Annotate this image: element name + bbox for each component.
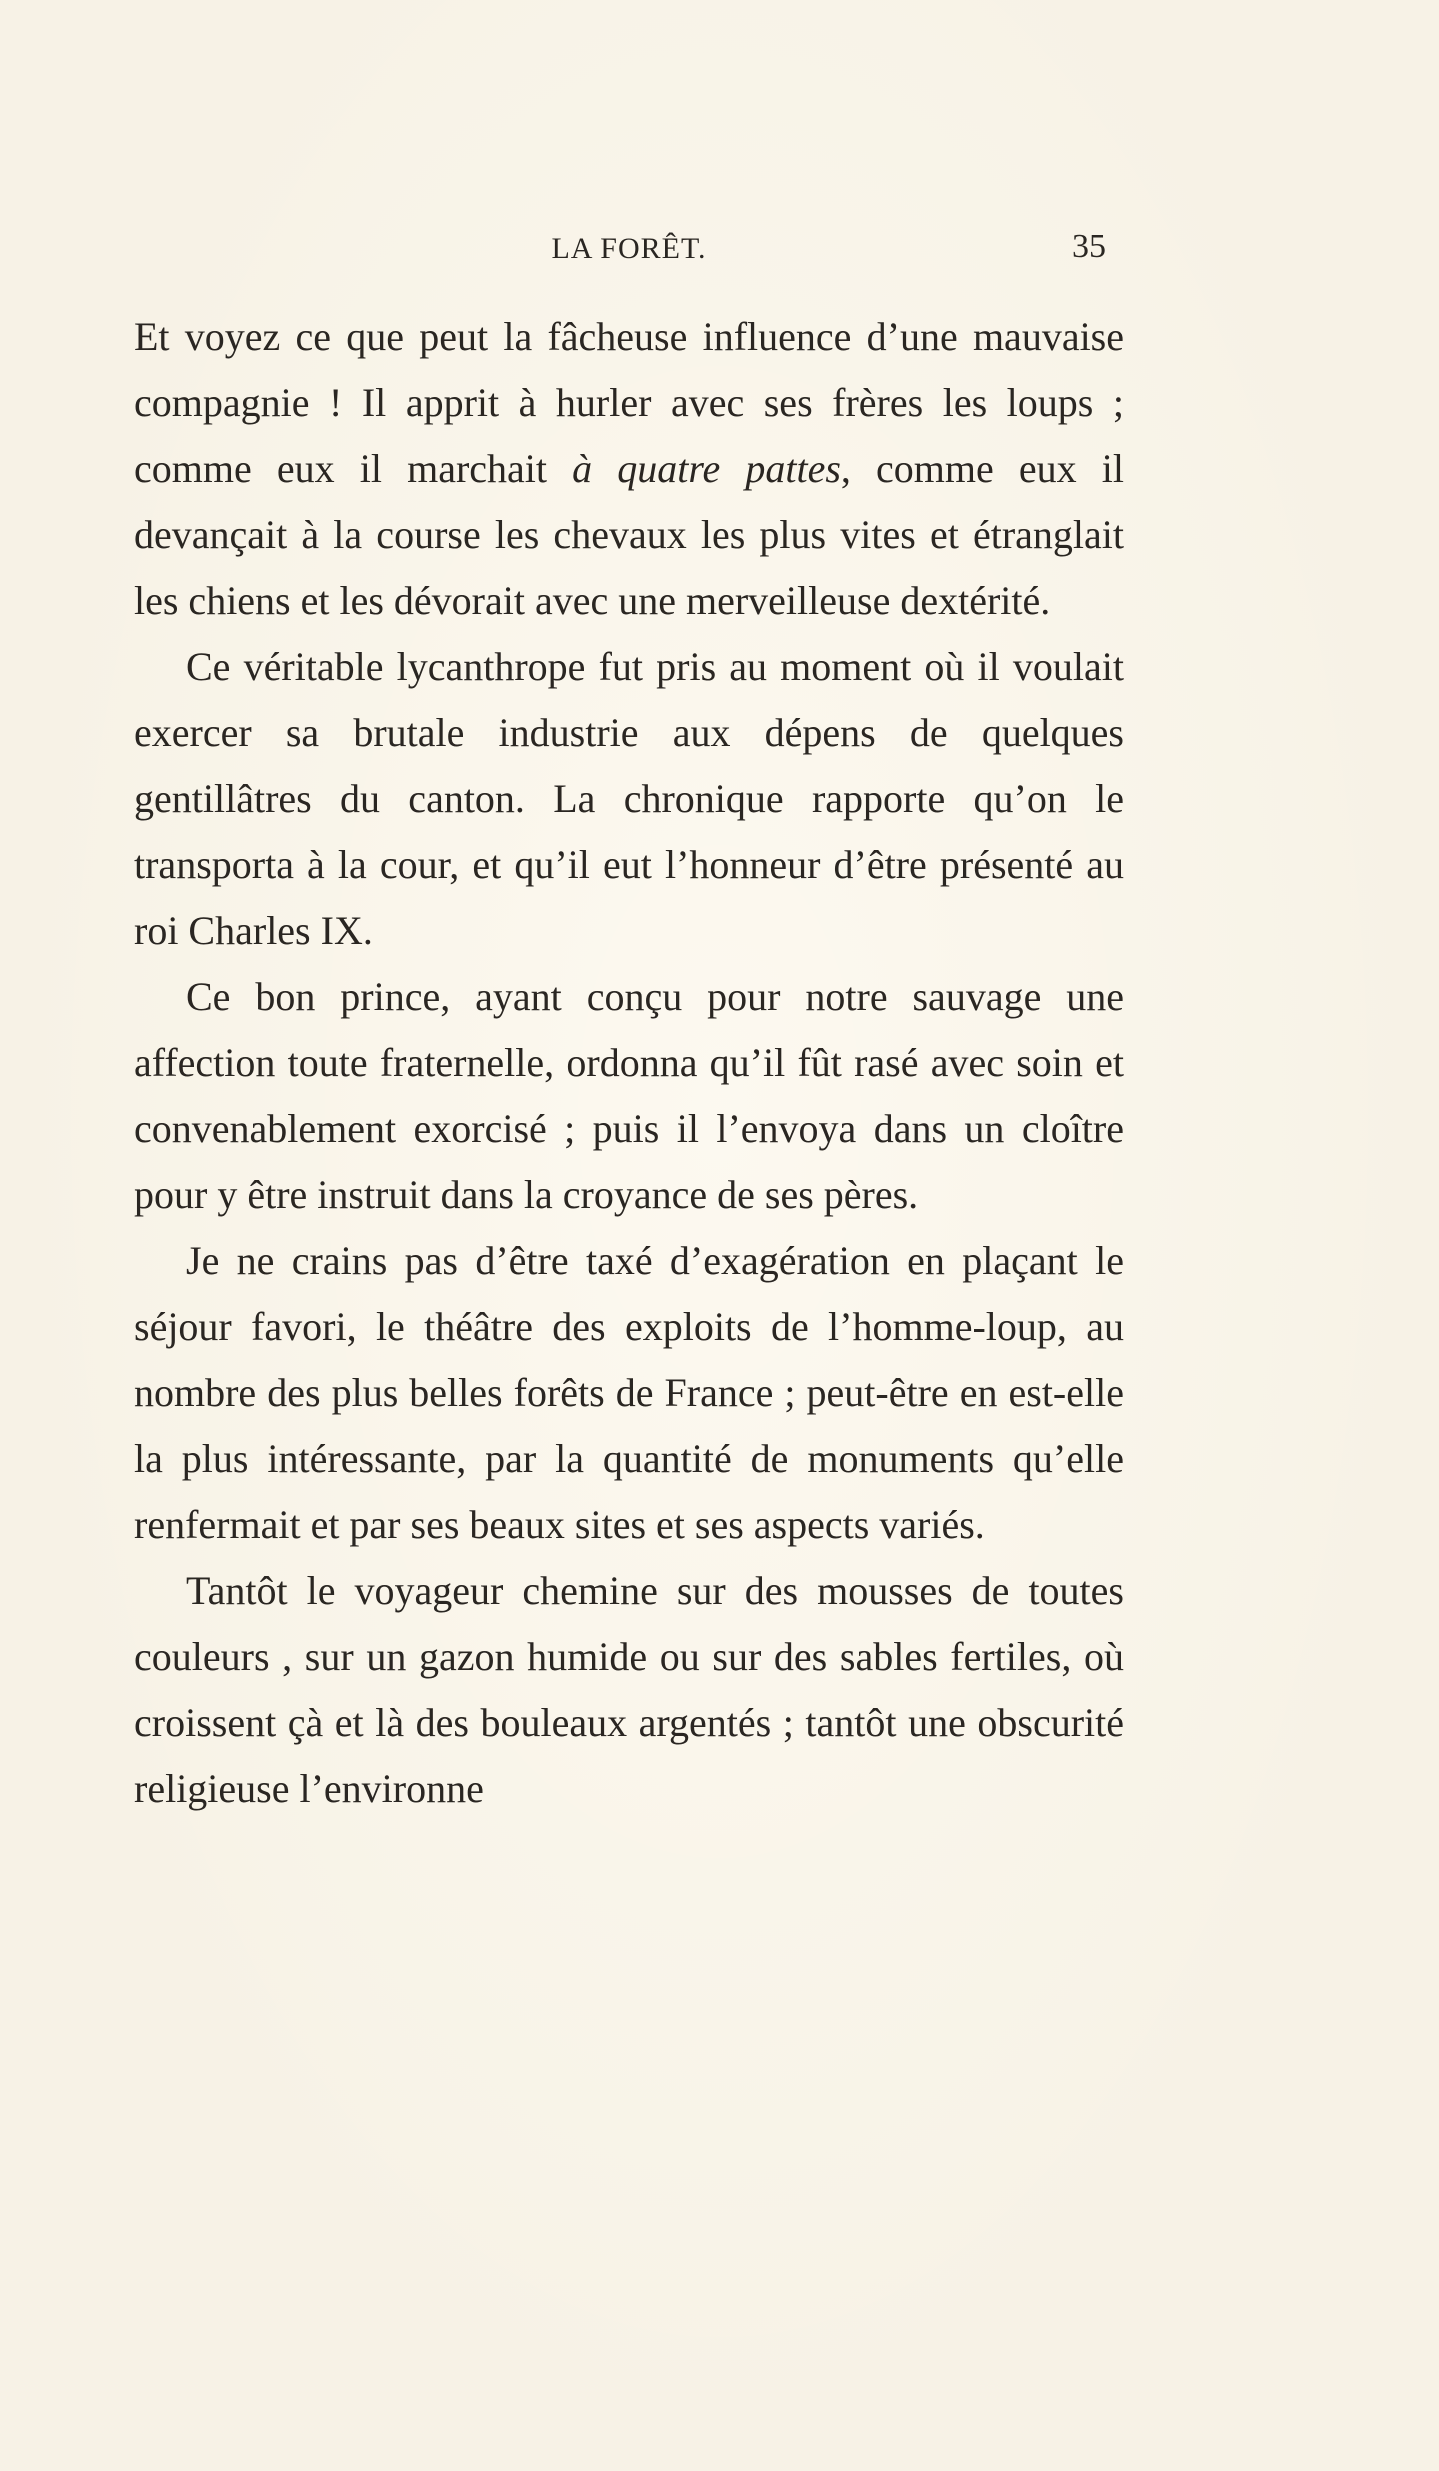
paragraph: Ce bon prince, ayant conçu pour notre sauvage une affection toute fraternelle, ordonna qu’il fût rasé avec soin et convenablement exorcisé ; puis il l’envoya dans un cloître pour y être instruit dans la croyance de ses pères. (134, 974, 1124, 1217)
italic-phrase: à quatre pattes (572, 446, 841, 491)
running-head (134, 228, 1124, 276)
paragraph-text: , comme eux il devançait à la course les chevaux les plus vites et étranglait les chiens et les dévorait avec une merveilleuse dextérité. (134, 446, 1125, 623)
paragraph: Ce véritable lycanthrope fut pris au moment où il voulait exercer sa brutale industrie aux dépens de quelques gentillâtres du canton. La chronique rapporte qu’on le transporta à la cour, et qu’il eut l’honneur d’être présenté au roi Charles IX. (134, 644, 1124, 953)
paragraph: Je ne crains pas d’être taxé d’exagération en plaçant le séjour favori, le théâtre des exploits de l’homme-loup, au nombre des plus belles forêts de France ; peut-être en est-elle la plus intéressante, par la quantité de monuments qu’elle renfermait et par ses beaux sites et ses aspects variés. (134, 1238, 1124, 1547)
paragraph (134, 304, 1124, 634)
paragraph: Tantôt le voyageur chemine sur des mousses de toutes couleurs , sur un gazon humide ou sur des sables fertiles, où croissent çà et là des bouleaux argentés ; tantôt une obscurité religieuse l’environne (134, 1568, 1124, 1811)
body-text (134, 304, 1124, 1822)
running-head-title: LA FORÊT. (551, 232, 707, 265)
paragraph-text: Et voyez ce que peut la fâcheuse influence d’une mauvaise compagnie ! Il apprit à hurler avec ses frères les loups ; comme eux il marchait (134, 314, 1124, 491)
page-number: 35 (1072, 228, 1106, 265)
